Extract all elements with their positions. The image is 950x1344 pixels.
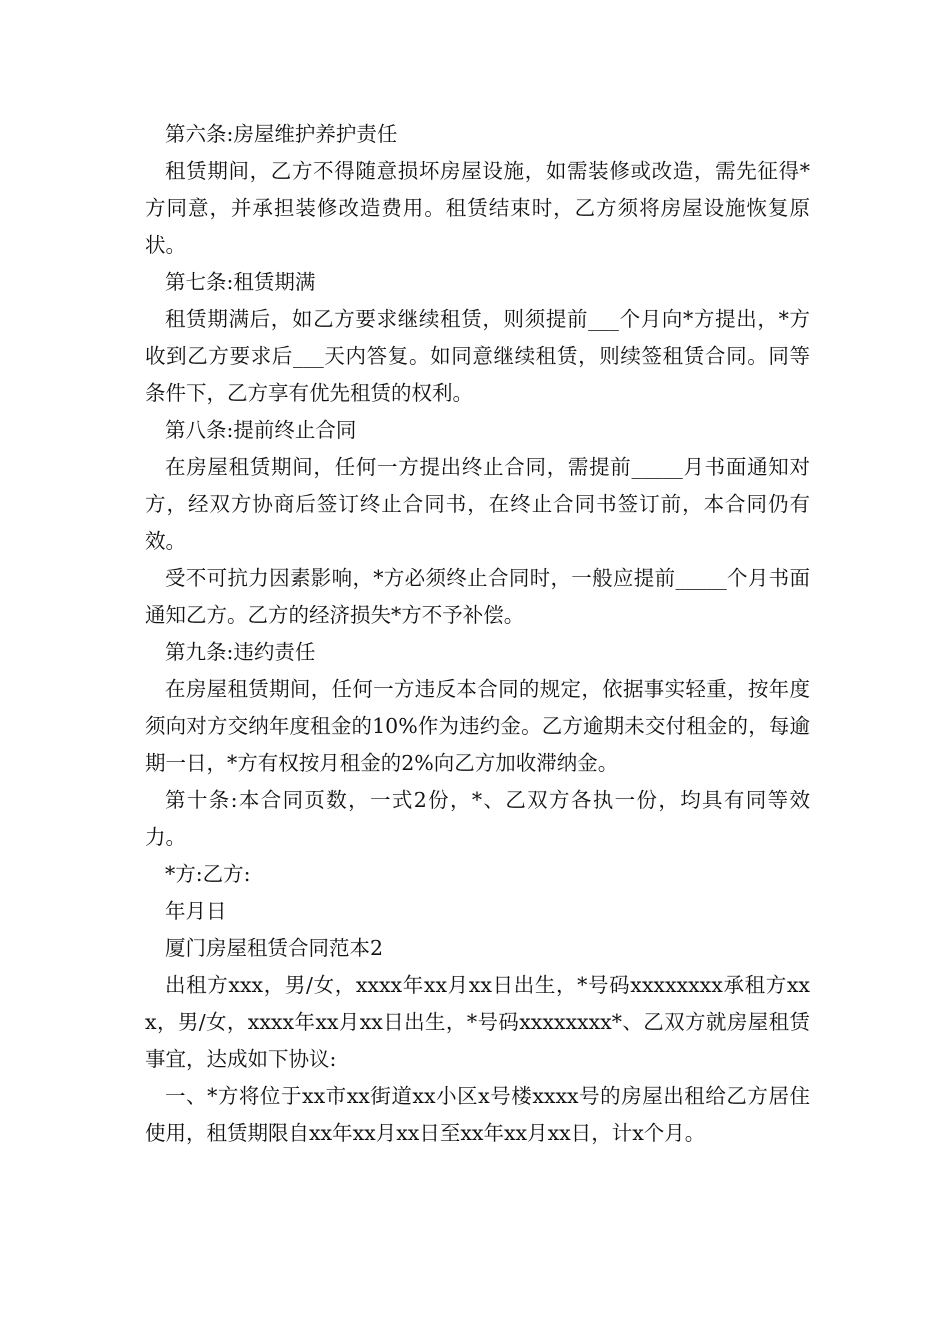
article-7-text: 租赁期满后，如乙方要求继续租赁，则须提前___个月向*方提出，*方收到乙方要求后___天内答复。如同意继续租赁，则续签租赁合同。同等条件下，乙方享有优先租赁的权利。 xyxy=(145,307,810,405)
article-8-heading: 第八条:提前终止合同 xyxy=(165,418,357,442)
signature-parties: *方:乙方: xyxy=(165,862,251,886)
contract-2-clause-1: 一、*方将位于xx市xx街道xx小区x号楼xxxx号的房屋出租给乙方居住使用，租赁期限自xx年xx月xx日至xx年xx月xx日，计x个月。 xyxy=(145,1084,810,1145)
article-10-text: 第十条:本合同页数，一式2份，*、乙双方各执一份，均具有同等效力。 xyxy=(145,788,810,849)
article-6-text: 租赁期间，乙方不得随意损坏房屋设施，如需装修或改造，需先征得*方同意，并承担装修改造费用。租赁结束时，乙方须将房屋设施恢复原状。 xyxy=(145,159,810,257)
contract-2-parties: 出租方xxx，男/女，xxxx年xx月xx日出生，*号码xxxxxxxx承租方xxx，男/女，xxxx年xx月xx日出生，*号码xxxxxxxx*、乙双方就房屋租赁事宜，达成如下协议: xyxy=(145,973,810,1071)
force-majeure-text: 受不可抗力因素影响，*方必须终止合同时，一般应提前_____个月书面通知乙方。乙方的经济损失*方不予补偿。 xyxy=(145,566,810,627)
article-9-text: 在房屋租赁期间，任何一方违反本合同的规定，依据事实轻重，按年度须向对方交纳年度租金的10%作为违约金。乙方逾期未交付租金的，每逾期一日，*方有权按月租金的2%向乙方加收滞纳金。 xyxy=(145,677,810,775)
article-6-heading: 第六条:房屋维护养护责任 xyxy=(165,122,398,146)
article-7-heading: 第七条:租赁期满 xyxy=(165,270,316,294)
article-8-text: 在房屋租赁期间，任何一方提出终止合同，需提前_____月书面通知对方，经双方协商后签订终止合同书，在终止合同书签订前，本合同仍有效。 xyxy=(145,455,810,553)
contract-2-title: 厦门房屋租赁合同范本2 xyxy=(165,936,384,960)
article-9-heading: 第九条:违约责任 xyxy=(165,640,316,664)
document-body xyxy=(145,116,810,1152)
signature-date: 年月日 xyxy=(165,899,227,923)
